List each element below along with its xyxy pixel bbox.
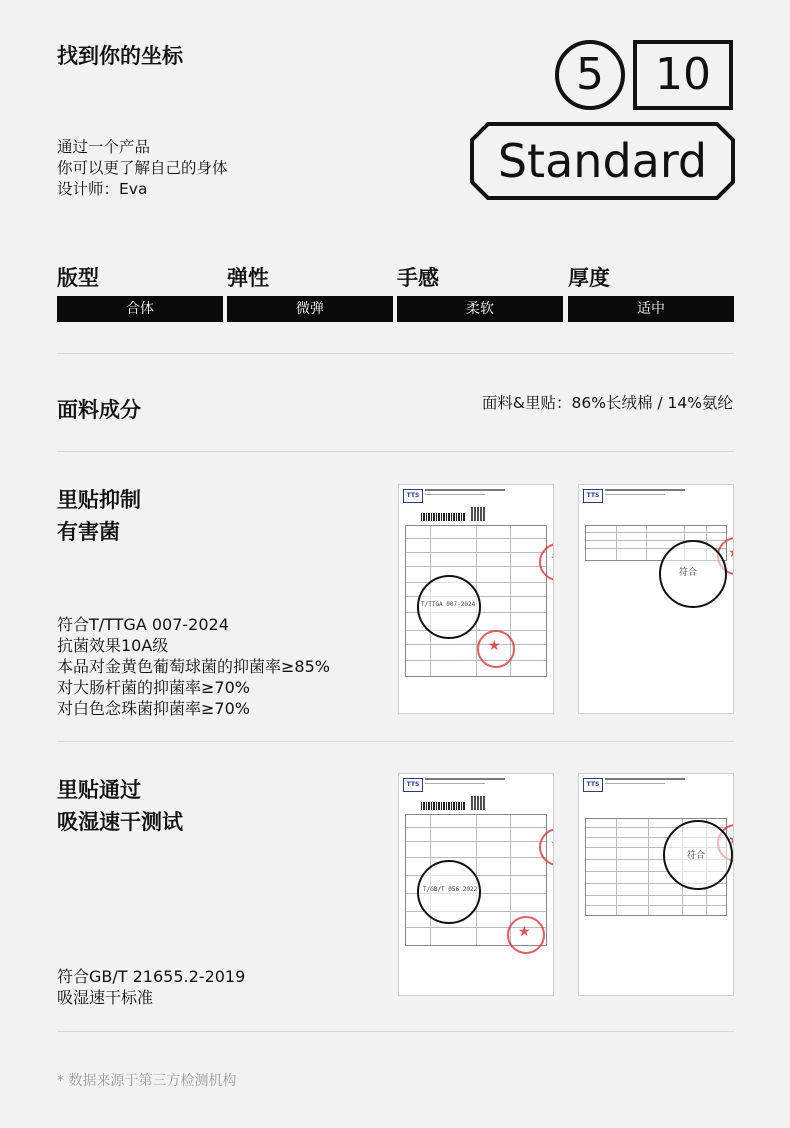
antibacterial-desc-line-1: 符合T/TTGA 007-2024	[57, 615, 229, 634]
zoom-standard-text: T/TTGA 007-2024	[421, 601, 476, 608]
antibacterial-title	[57, 484, 141, 548]
header-description	[57, 137, 228, 200]
page-title: 找到你的坐标	[57, 44, 183, 68]
attr-name-feel: 手感	[397, 266, 439, 290]
attr-name-fit: 版型	[57, 266, 99, 290]
size-square: 10	[633, 40, 733, 110]
test-report-image-1	[398, 484, 554, 714]
standard-label: Standard	[497, 134, 708, 188]
qr-code-icon	[471, 507, 485, 521]
report-header-line	[425, 778, 505, 780]
footnote: * 数据来源于第三方检测机构	[57, 1073, 237, 1089]
antibacterial-title-line-2: 有害菌	[57, 520, 120, 544]
fabric-title: 面料成分	[57, 398, 141, 422]
test-report-image-2	[578, 484, 734, 714]
tts-logo-icon: TTS	[403, 778, 423, 792]
report-header-line	[605, 494, 665, 495]
zoom-pass-text: 符合	[687, 851, 706, 861]
desc-line-2: 你可以更了解自己的身体	[57, 159, 228, 177]
moisture-title-line-2: 吸湿速干测试	[57, 810, 183, 834]
attr-value-thickness: 适中	[568, 296, 734, 322]
antibacterial-desc-line-4: 对大肠杆菌的抑菌率≥70%	[57, 678, 250, 697]
attr-value-feel: 柔软	[397, 296, 563, 322]
report-header-line	[425, 783, 485, 784]
fabric-composition: 面料&里贴：86%长绒棉 / 14%氨纶	[481, 394, 733, 412]
desc-line-3: 设计师：Eva	[57, 180, 148, 198]
report-header-line	[605, 783, 665, 784]
moisture-desc-line-2: 吸湿速干标准	[57, 988, 154, 1007]
moisture-description	[57, 966, 245, 1008]
zoom-standard-text: T/GB/T 056 2022	[423, 886, 478, 893]
moisture-desc-line-1: 符合GB/T 21655.2-2019	[57, 967, 246, 986]
report-header-line	[425, 494, 485, 495]
size-badge	[470, 38, 735, 200]
moisture-title	[57, 774, 183, 838]
attr-value-elasticity: 微弹	[227, 296, 393, 322]
zoom-pass-text: 符合	[679, 568, 698, 578]
moisture-title-line-1: 里贴通过	[57, 778, 141, 802]
desc-line-1: 通过一个产品	[57, 138, 151, 156]
attr-name-elasticity: 弹性	[227, 266, 269, 290]
divider	[57, 451, 734, 452]
size-circle: 5	[555, 40, 625, 110]
divider	[57, 353, 734, 354]
tts-logo-icon: TTS	[403, 489, 423, 503]
barcode-icon	[421, 802, 465, 810]
antibacterial-desc-line-2: 抗菌效果10A级	[57, 636, 169, 655]
divider	[57, 741, 734, 742]
test-report-image-3	[398, 773, 554, 996]
antibacterial-desc-line-5: 对白色念珠菌抑菌率≥70%	[57, 699, 250, 718]
antibacterial-title-line-1: 里贴抑制	[57, 488, 141, 512]
red-seal-icon	[507, 916, 545, 954]
barcode-icon	[421, 513, 465, 521]
antibacterial-desc-line-3: 本品对金黄色葡萄球菌的抑菌率≥85%	[57, 657, 330, 676]
antibacterial-description	[57, 614, 330, 719]
tts-logo-icon: TTS	[583, 778, 603, 792]
tts-logo-icon: TTS	[583, 489, 603, 503]
test-report-image-4	[578, 773, 734, 996]
report-header-line	[425, 489, 505, 491]
attr-value-fit: 合体	[57, 296, 223, 322]
qr-code-icon	[471, 796, 485, 810]
red-seal-icon	[477, 630, 515, 668]
report-header-line	[605, 778, 685, 780]
attr-name-thickness: 厚度	[568, 266, 610, 290]
report-header-line	[605, 489, 685, 491]
divider	[57, 1031, 734, 1032]
